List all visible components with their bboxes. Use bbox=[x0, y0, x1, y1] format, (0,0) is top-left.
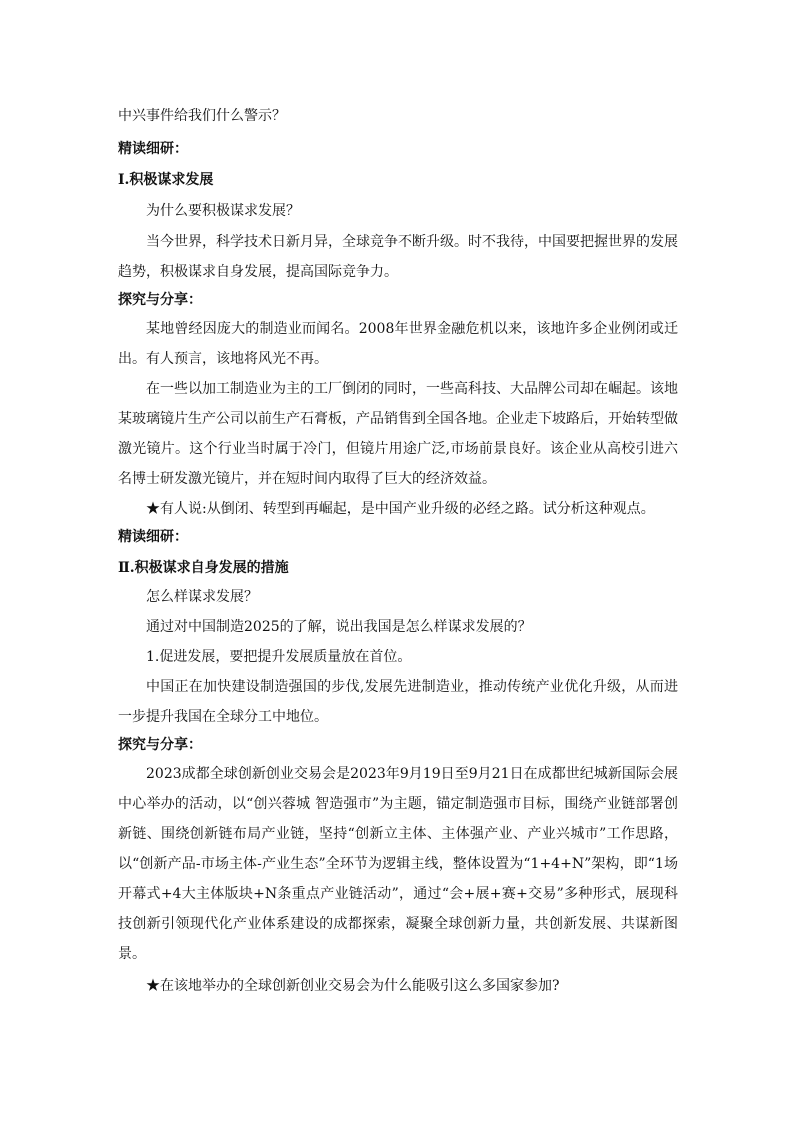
section1-question: 为什么要积极谋求发展？ bbox=[146, 203, 300, 219]
section1-case-p1: 某地曾经因庞大的制造业而闻名。2008年世界金融危机以来，该地许多企业例闭或迁出。有人预言，该地将风光不再。 bbox=[118, 321, 678, 367]
section2-point1: 1.促进发展，要把提升发展质量放在首位。 bbox=[146, 649, 412, 665]
section1-star-question: ★有人说:从倒闭、转型到再崛起，是中国产业升级的必经之路。试分析这种观点。 bbox=[146, 501, 655, 517]
section1-reading-heading: 精读细研： bbox=[118, 141, 188, 157]
section2-reading-heading: 精读细研： bbox=[118, 529, 188, 545]
section1-case-p2: 在一些以加工制造业为主的工厂倒闭的同时，一些高科技、大品牌公司却在崛起。该地某玻璃镜片生产公司以前生产石膏板，产品销售到全国各地。企业走下坡路后，开始转型做激光镜片。这个行业当时属于冷门，但镜片用途广泛,市场前景良好。该企业从高校引进六名博士研发激光镜片，并在短时间内取得了巨大的经济效益。 bbox=[118, 381, 678, 487]
section2-title: Ⅱ.积极谋求自身发展的措施 bbox=[118, 560, 289, 576]
section2-point1-text: 中国正在加快建设制造强国的步伐,发展先进制造业，推动传统产业优化升级，从而进一步提升我国在全球分工中地位。 bbox=[118, 679, 678, 725]
section2-sub-question: 通过对中国制造2025的了解，说出我国是怎么样谋求发展的？ bbox=[146, 619, 532, 635]
section1-explore-heading: 探究与分享： bbox=[118, 292, 202, 308]
section1-title: Ⅰ.积极谋求发展 bbox=[118, 172, 214, 188]
section2-case-text: 2023成都全球创新创业交易会是2023年9月19日至9月21日在成都世纪城新国际会展中心举办的活动，以“创兴蓉城 智造强市”为主题，锚定制造强市目标，围绕产业链部署创新链、围绕创新链布局产业链，坚持“创新立主体、主体强产业、产业兴城市”工作思路，以“创新产品-市场主体-产业生态”全环节为逻辑主线，整体设置为“1+4+N”架构，即“1场开幕式+4大主体版块+N条重点产业链活动”，通过“会+展+赛+交易”多种形式，展现科技创新引领现代化产业体系建设的成都探索，凝聚全球创新力量，共创新发展、共谋新图景。 bbox=[118, 766, 678, 962]
section2-star-question: ★在该地举办的全球创新创业交易会为什么能吸引这么多国家参加? bbox=[146, 978, 560, 994]
intro-question: 中兴事件给我们什么警示？ bbox=[118, 108, 286, 124]
section1-answer: 当今世界，科学技术日新月异，全球竞争不断升级。时不我待，中国要把握世界的发展趋势，积极谋求自身发展，提高国际竞争力。 bbox=[118, 234, 678, 280]
document-page bbox=[118, 95, 678, 1001]
section2-question: 怎么样谋求发展？ bbox=[146, 589, 258, 605]
section2-explore-heading: 探究与分享： bbox=[118, 737, 202, 753]
